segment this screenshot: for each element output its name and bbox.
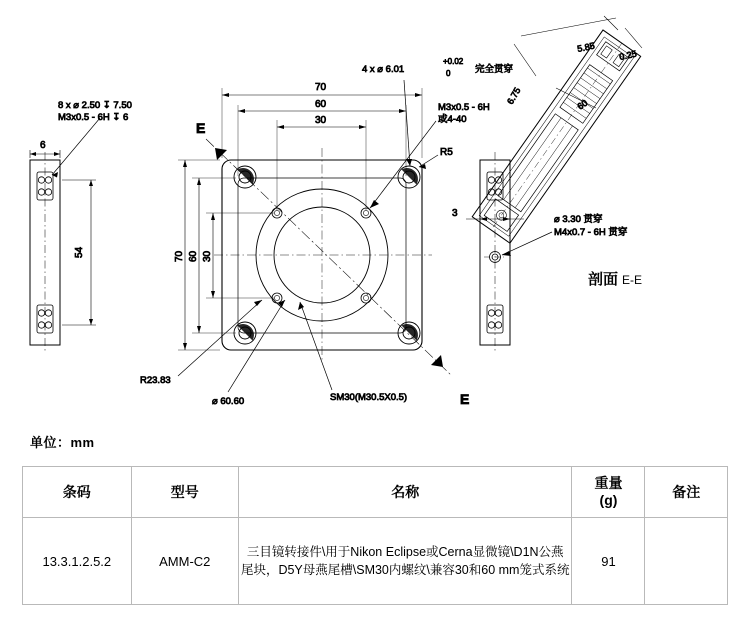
counterbore-leader — [404, 80, 412, 166]
cell-weight: 91 — [572, 518, 645, 605]
cell-remark — [645, 518, 728, 605]
dim-30-top: 30 — [315, 115, 327, 126]
section-marker-e-top: E — [196, 120, 206, 136]
bore-leader — [228, 300, 285, 392]
iso-dim-60: 60 — [575, 97, 590, 112]
counterbore-note: 4 x ⌀ 6.01 — [362, 64, 405, 75]
bore-note: ⌀ 60.60 — [212, 396, 245, 407]
thread-note-leader — [370, 121, 436, 208]
cell-name: 三目镜转接件\用于Nikon Eclipse或Cerna显微镜\D1N公燕尾块，D5Y母燕尾槽\SM30内螺纹\兼容30和60 mm笼式系统 — [238, 518, 572, 605]
cell-barcode: 13.3.1.2.5.2 — [23, 518, 132, 605]
cell-model: AMM-C2 — [131, 518, 238, 605]
iso-dim-025: 0.25 — [618, 48, 638, 62]
front-view — [206, 139, 452, 376]
header-weight-line2: (g) — [599, 492, 618, 508]
section-marker-e-bottom: E — [460, 391, 470, 407]
sm30-note: SM30(M30.5X0.5) — [330, 392, 408, 403]
iso-dimension-lines — [514, 16, 642, 108]
section-view-label-sub: E-E — [622, 273, 643, 287]
radius-leader — [178, 300, 262, 376]
right-thickness-value: 3 — [452, 208, 458, 219]
left-hole-note-line1: 8 x ⌀ 2.50 ↧ 7.50 — [58, 100, 132, 111]
header-remark: 备注 — [645, 467, 728, 518]
right-hole-note-line2: M4x0.7 - 6H 贯穿 — [554, 227, 628, 238]
dim-60-left: 60 — [188, 250, 199, 262]
left-width-value: 6 — [40, 140, 46, 151]
section-view-label — [588, 268, 642, 289]
dim-30-left: 30 — [202, 250, 213, 262]
left-hole-note-line2: M3x0.5 - 6H ↧ 6 — [58, 112, 129, 123]
thread-note-line2: 或4-40 — [438, 114, 467, 125]
counterbore-tol-lower: 0 — [446, 69, 451, 78]
header-name: 名称 — [238, 467, 572, 518]
left-height-value: 54 — [74, 246, 85, 258]
counterbore-through-note: 完全贯穿 — [475, 64, 514, 75]
radius-note: R23.83 — [140, 375, 171, 386]
dim-60-top: 60 — [315, 99, 327, 110]
header-model: 型号 — [131, 467, 238, 518]
sm30-leader — [298, 302, 332, 390]
isometric-section-view — [472, 30, 640, 243]
header-barcode: 条码 — [23, 467, 132, 518]
iso-dim-585: 5.85 — [576, 40, 596, 54]
left-side-view — [30, 152, 60, 352]
left-hole-leader — [52, 118, 100, 178]
unit-label: 单位：mm — [30, 435, 95, 450]
header-weight-line1: 重量 — [594, 475, 623, 492]
dim-70-top: 70 — [315, 82, 327, 93]
dim-70-left: 70 — [174, 250, 185, 262]
thread-note-line1: M3x0.5 - 6H — [438, 102, 490, 113]
right-side-view — [480, 152, 510, 352]
counterbore-tol-upper: +0.02 — [443, 57, 464, 66]
corner-radius-note: R5 — [440, 147, 453, 158]
table-row — [23, 518, 728, 605]
table-header-row — [23, 467, 728, 518]
iso-dim-675: 6.75 — [505, 85, 523, 106]
spec-table — [22, 466, 728, 605]
right-hole-note-line1: ⌀ 3.30 贯穿 — [554, 214, 603, 225]
section-view-label-main: 剖面 — [588, 271, 619, 288]
header-weight — [572, 467, 645, 518]
